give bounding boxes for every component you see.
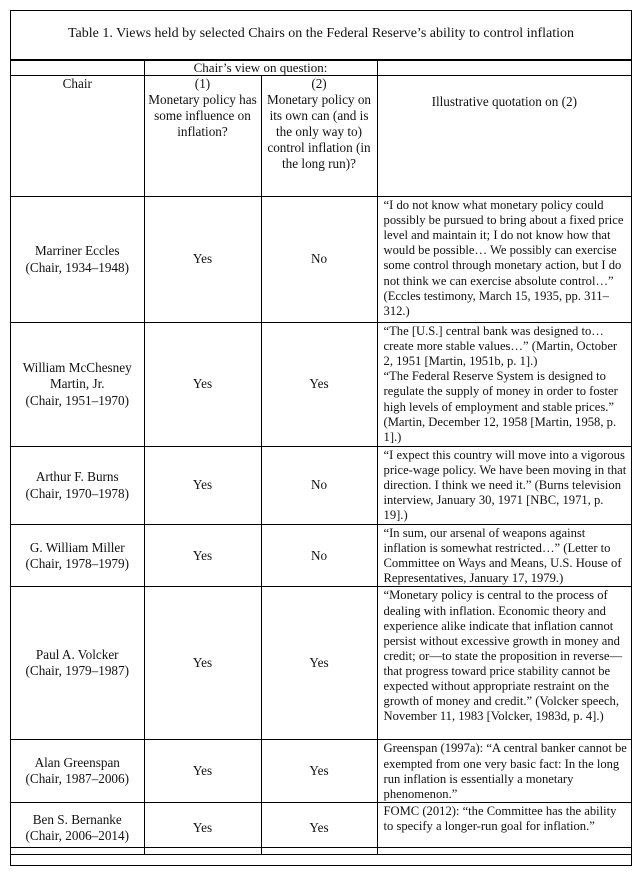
header-row: [11, 76, 631, 197]
table-frame: [10, 10, 632, 866]
table-row: [11, 740, 631, 802]
chair-cell: [11, 587, 144, 740]
table-row: [11, 525, 631, 587]
q1-answer: Yes: [144, 740, 261, 802]
chair-cell: [11, 323, 144, 447]
chair-cell: [11, 197, 144, 323]
header-group-label: Chair’s view on question:: [144, 61, 377, 76]
header-chair-label: Chair: [62, 76, 92, 91]
quotation: “I do not know what monetary policy could possibly be pursued to bring about a fixed price level and maintain it; I do not know how that would be possible… We possibly can exercise some control through monetary action, but I do not think we can exercise absolute control…” (Eccles testimony, March 15, 1935, pp. 311–312.): [377, 197, 631, 323]
chair-term: (Chair, 1951–1970): [25, 392, 129, 408]
q2-answer: No: [261, 447, 377, 525]
chair-cell: [11, 525, 144, 587]
chair-cell: [11, 447, 144, 525]
chairs-table: [11, 60, 631, 855]
chair-name: Marriner Eccles: [34, 243, 120, 259]
header-q2-number: (2): [311, 76, 327, 91]
q1-answer: Yes: [144, 447, 261, 525]
chair-term: (Chair, 1978–1979): [25, 555, 129, 571]
q1-answer: Yes: [144, 587, 261, 740]
q2-answer: No: [261, 525, 377, 587]
quotation: “Monetary policy is central to the process of dealing with inflation. Economic theory and experience alike indicate that inflation cannot persist without excessive growth in money and credit; or—to state the proposition in reverse—that progress toward price stability cannot be expected without appropriate restraint on the growth of money and credit.” (Volcker speech, November 11, 1983 [Volcker, 1983d, p. 4].): [377, 587, 631, 740]
q2-answer: No: [261, 197, 377, 323]
q2-answer: Yes: [261, 323, 377, 447]
chair-term: (Chair, 1979–1987): [25, 663, 129, 679]
chair-term: (Chair, 1970–1978): [25, 485, 129, 501]
header-quote-label: Illustrative quotation on (2): [431, 94, 577, 109]
quotation: “I expect this country will move into a vigorous price-wage policy. We have been moving in that direction. I think we need it.” (Burns television interview, January 30, 1971 [NBC, 1971, p. 19].): [377, 447, 631, 525]
header-group-row: [11, 61, 631, 76]
header-q2-text: Monetary policy on its own can (and is the only way to) control inflation (in the long run)?: [267, 92, 372, 172]
chair-name: Ben S. Bernanke: [32, 812, 122, 828]
table-row: [11, 323, 631, 447]
chair-name: Arthur F. Burns: [35, 469, 119, 485]
q1-answer: Yes: [144, 802, 261, 854]
q1-answer: Yes: [144, 525, 261, 587]
q1-answer: Yes: [144, 323, 261, 447]
chair-term: (Chair, 1934–1948): [25, 259, 129, 275]
table-row: [11, 587, 631, 740]
chair-cell: [11, 740, 144, 802]
quotation: Greenspan (1997a): “A central banker cannot be exempted from one very basic fact: In the long run inflation is essentially a monetary phenomenon.”: [377, 740, 631, 802]
quotation: “In sum, our arsenal of weapons against inflation is somewhat restricted…” (Letter to Committee on Ways and Means, U.S. House of Representatives, January 17, 1979.): [377, 525, 631, 587]
header-chair-spacer: [11, 61, 144, 76]
q2-answer: Yes: [261, 587, 377, 740]
table-footer-rule: [11, 847, 631, 848]
table-row: [11, 447, 631, 525]
quotation: FOMC (2012): “the Committee has the ability to specify a longer-run goal for inflation.”: [377, 802, 631, 854]
chair-term: (Chair, 1987–2006): [25, 771, 129, 787]
header-q2: [261, 76, 377, 197]
header-chair: [11, 76, 144, 197]
header-quote: [377, 76, 631, 197]
chair-term: (Chair, 2006–2014): [25, 828, 129, 844]
quotation: “The [U.S.] central bank was designed to… create more stable values…” (Martin, October 2, 1951 [Martin, 1951b, p. 1].) “The Federal Reserve System is designed to regulate the supply of money in order to foster high levels of employment and stable prices.” (Martin, December 12, 1958 [Martin, 1958, p. 1].): [377, 323, 631, 447]
chair-name: Paul A. Volcker: [35, 647, 119, 663]
table-row: [11, 197, 631, 323]
table-caption: Table 1. Views held by selected Chairs on the Federal Reserve’s ability to control inflation: [67, 26, 575, 41]
header-q1: [144, 76, 261, 197]
chair-name: Alan Greenspan: [34, 755, 120, 771]
chair-name: G. William Miller: [29, 539, 125, 555]
header-q1-number: (1): [194, 76, 211, 91]
q2-answer: Yes: [261, 740, 377, 802]
q2-answer: Yes: [261, 802, 377, 854]
header-quote-spacer: [377, 61, 631, 76]
chair-name: William McChesney Martin, Jr.: [22, 360, 132, 392]
q1-answer: Yes: [144, 197, 261, 323]
header-q1-text: Monetary policy has some influence on inflation?: [148, 92, 257, 140]
